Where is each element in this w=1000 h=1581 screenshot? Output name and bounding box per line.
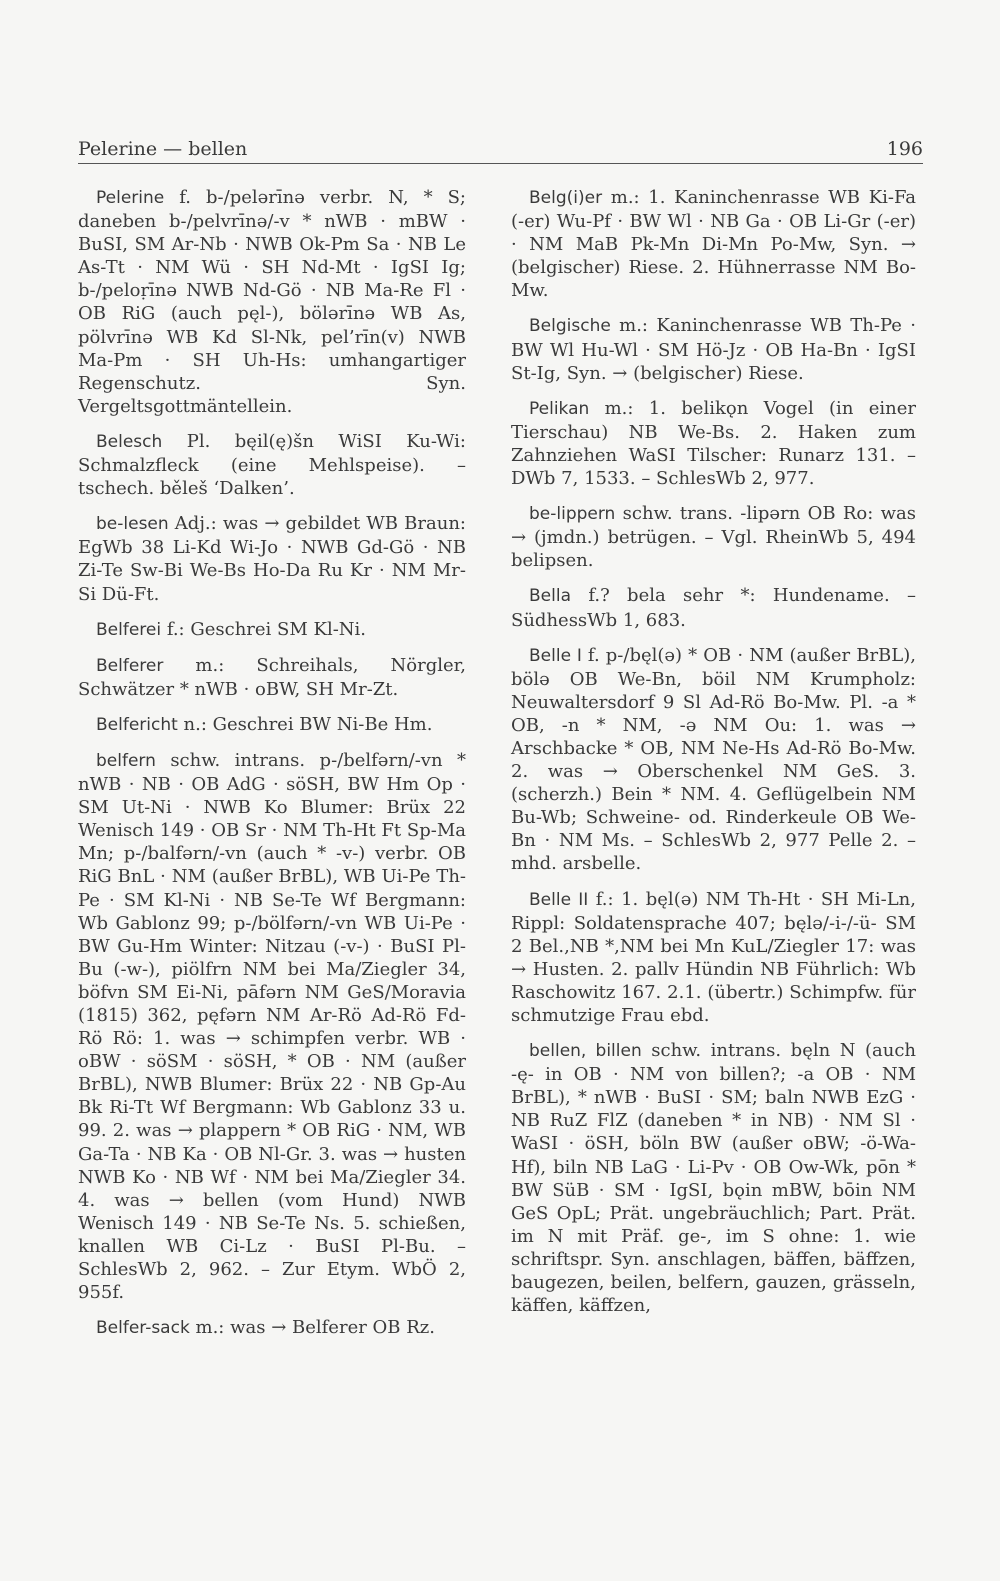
entry-belferei	[78, 618, 466, 642]
entry-belgier	[511, 186, 916, 302]
entry-text: Geschrei SM Kl-Ni.	[190, 618, 367, 640]
headword: Belesch	[96, 431, 163, 452]
grammar: f.	[164, 187, 207, 208]
grammar: f.:	[588, 888, 622, 910]
headword: belfern	[96, 750, 156, 771]
entry-text: 1. Kaninchenrasse WB Ki-Fa (-er) Wu-Pf · BW Wl · NB Ga · OB Li-Gr (-er) · NM MaB Pk-Mn Di-Mn Po-Mw, Syn. → (belgischer) Riese. 2. Hühnerrasse NM Bo-Mw.	[511, 187, 916, 302]
entry-text: Kaninchenrasse WB Th-Pe · BW Wl Hu-Wl · SM Hö-Jz · OB Ha-Bn · IgSI St-Ig, Syn. → (belgischer) Riese.	[511, 315, 916, 384]
headword: Belg(i)er	[529, 188, 603, 208]
header-rule	[78, 163, 923, 164]
entry-text: p-/belfərn/-vn * nWB · NB · OB AdG · söSH, BW Hm Op · SM Ut-Ni · NWB Ko Blumer: Brüx 22 Wenisch 149 · OB Sr · NM Th-Ht Ft Sp-Ma Mn; p-/balfərn/-vn (auch * -v-) verbr. OB RiG BnL · NM (außer BrBL), WB Ui-Pe Th-Pe · SM Kl-Ni · NB Se-Te Wf Bergmann: Wb Gablonz 99; p-/bölfərn/-vn WB Ui-Pe · BW Gu-Hm Winter: Nitzau (-v-) · BuSI Pl-Bu (-w-), piölfrn NM bei Ma/Ziegler 34, böfvn SM Ei-Ni, pāfərn NM GeS/Moravia (1815) 362, pęfərn NM Ar-Rö Ad-Rö Fd-Rö Rö: 1. was → schimpfen verbr. WB · oBW · söSM · söSH, * OB · NM (außer BrBL), NWB Blumer: Brüx 22 · NB Gp-Au Bk Ri-Tt Wf Bergmann: Wb Gablonz 33 u. 99. 2. was → plappern * OB RiG · NM, WB Ga-Ta · NB Ka · OB Nl-Gr. 3. was → husten NWB Ko · NB Wf · NM bei Ma/Ziegler 34. 4. was → bellen (vom Hund) NWB Wenisch 149 · NB Se-Te Ns. 5. schießen, knallen WB Ci-Lz · BuSI Pl-Bu. – SchlesWb 2, 962. – Zur Etym. WbÖ 2, 955f.	[78, 749, 466, 1304]
grammar: m.:	[602, 187, 649, 208]
entry-text: Schreihals, Nörgler, Schwätzer * nWB · oBW, SH Mr-Zt.	[78, 654, 466, 700]
headword: bellen, billen	[529, 1041, 642, 1062]
headword: Belferei	[96, 619, 162, 640]
headword: Belgische	[529, 316, 611, 337]
entry-belesch	[78, 430, 466, 500]
entry-bellen	[511, 1039, 916, 1317]
entry-text: b-/pelərīnə verbr. N, * S; daneben b-/pelvrīnə/-v * nWB · mBW · BuSI, SM Ar-Nb · NWB Ok-Pm Sa · NB Le As-Tt · NM Wü · SH Nd-Mt · IgSI Ig; b-/peloṛīnə NWB Nd-Gö · NB Ma-Re Fl · OB RiG (auch pęl-), bölərīnə WB As, pölvrīnə WB Kd Sl-Nk, pel’rīn(v) NWB Ma-Pm · SH Uh-Hs: umhangartiger Regenschutz. Syn. Vergeltsgottmäntellein.	[78, 187, 466, 417]
headword: Pelerine	[96, 188, 165, 208]
grammar: f.:	[161, 618, 191, 640]
headword: be-lippern	[529, 504, 616, 525]
entry-text: -lipərn OB Ro: was → (jmdn.) betrügen. – Vgl. RheinWb 5, 494 belipsen.	[511, 503, 916, 572]
entry-belfer-sack	[78, 1316, 466, 1340]
entry-belferer	[78, 654, 466, 701]
right-column	[511, 186, 916, 1329]
grammar: n.:	[177, 713, 213, 735]
grammar: m.:	[610, 315, 657, 337]
grammar: schw. trans.	[615, 503, 741, 525]
entry-text: bęil(ę)šn WiSI Ku-Wi: Schmalzfleck (eine Mehlspeise). – tschech. běleš ‘Dalken’.	[78, 430, 466, 500]
running-title: Pelerine — bellen	[78, 138, 248, 160]
entry-text: was → gebildet WB Braun: EgWb 38 Li-Kd Wi-Jo · NWB Gd-Gö · NB Zi-Te Sw-Bi We-Bs Ho-Da Ru Kr · NM Mr-Si Dü-Ft.	[78, 513, 466, 605]
grammar: f.?	[571, 585, 628, 607]
page-number: 196	[886, 138, 923, 160]
grammar: Pl.	[162, 430, 235, 452]
grammar: Adj.:	[168, 513, 223, 535]
grammar: schw. intrans.	[155, 749, 320, 771]
left-column	[78, 186, 466, 1352]
entry-text: bęln N (auch -ę- in OB · NM von billen?; -a OB · NM BrBL), * nWB · BuSI · SM; baln NWB EzG · NB RuZ FlZ (daneben * in NB) · NM Sl · WaSI · öSH, böln BW (außer oBW; -ö-Wa-Hf), biln NB LaG · Li-Pv · OB Ow-Wk, pōn * BW SüB · SM · IgSI, bǫin mBW, bōin NM GeS OpL; Prät. ungebräuchlich; Part. Prät. im N mit Präf. ge-, im S ohne: 1. wie schriftspr. Syn. anschlagen, bäffen, bäffzen, baugezen, beilen, belfern, gauzen, grässeln, käffen, käffzen,	[511, 1040, 916, 1317]
entry-text: 1. belikǫn Vogel (in einer Tierschau) NB We-Bs. 2. Haken zum Zahnziehen WaSI Tilscher: Runarz 131. – DWb 7, 1533. – SchlesWb 2, 977.	[511, 397, 916, 490]
entry-belfern	[78, 749, 466, 1304]
grammar: f.	[581, 644, 606, 666]
entry-belle-1	[511, 644, 916, 876]
headword: Belle I	[529, 645, 582, 666]
entry-text: Geschrei BW Ni-Be Hm.	[212, 713, 433, 735]
headword: Bella	[529, 586, 571, 607]
entry-text: was → Belferer OB Rz.	[230, 1317, 436, 1339]
headword: Belle II	[529, 889, 589, 910]
entry-belfericht	[78, 713, 466, 737]
entry-be-lippern	[511, 502, 916, 572]
headword: Belfer-sack	[96, 1318, 190, 1339]
entry-text: p-/bęl(ə) * OB · NM (außer BrBL), bölə OB We-Bn, böil NM Krumpholz: Neuwaltersdorf 9 Sl Ad-Rö Bo-Mw. Pl. -a * OB, -n * NM, -ə NM Ou: 1. was → Arschbacke * OB, NM Ne-Hs Ad-Rö Bo-Mw. 2. was → Oberschenkel NM GeS. 3. (scherzh.) Bein * NM. 4. Geflügelbein NM Bu-Wb; Schweine- od. Rinderkeule OB We-Bn · NM Ms. – SchlesWb 2, 977 Pelle 2. – mhd. arsbelle.	[511, 644, 916, 875]
entry-belle-2	[511, 888, 916, 1028]
entry-text: 1. bęl(ə) NM Th-Ht · SH Mi-Ln, Rippl: Soldatensprache 407; bęlə/-i-/-ü- SM 2 Bel.,NB *,NM bei Mn KuL/Ziegler 17: was → Husten. 2. pallv Hündin NB Führlich: Wb Raschowitz 167. 2.1. (übertr.) Schimpfw. für schmutzige Frau ebd.	[511, 888, 916, 1026]
grammar: m.:	[589, 397, 649, 419]
headword: be-lesen	[96, 514, 169, 535]
headword: Pelikan	[529, 398, 590, 419]
entry-belgische	[511, 314, 916, 384]
grammar: schw. intrans.	[641, 1040, 791, 1062]
entry-bella	[511, 584, 916, 631]
entry-pelikan	[511, 397, 916, 490]
grammar: m.:	[163, 654, 257, 676]
grammar: m.:	[189, 1317, 231, 1339]
headword: Belfericht	[96, 714, 178, 735]
entry-text: bela sehr *: Hundename. – SüdhessWb 1, 683.	[511, 585, 916, 631]
headword: Belferer	[96, 655, 164, 676]
entry-be-lesen	[78, 512, 466, 605]
entry-pelerine	[78, 186, 466, 418]
